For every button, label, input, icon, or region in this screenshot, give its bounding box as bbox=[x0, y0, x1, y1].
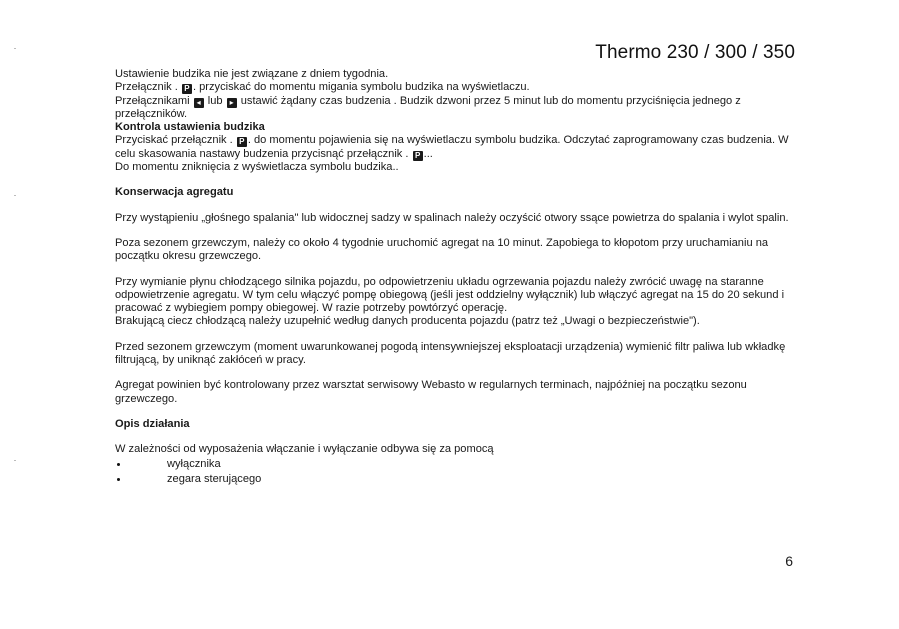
alarm-time-instruction: Przełącznikami ◂ lub ▸ ustawić żądany czas budzenia . Budzik dzwoni przez 5 minut lub do momentu przyciśnięcia jednego z przełączników. bbox=[115, 94, 741, 120]
page-number: 6 bbox=[785, 553, 793, 569]
alarm-note: Ustawienie budzika nie jest związane z dniem tygodnia. bbox=[115, 68, 389, 80]
page-header-title: Thermo 230 / 300 / 350 bbox=[595, 42, 795, 63]
maintenance-paragraph-5: Agregat powinien być kontrolowany przez warsztat serwisowy Webasto w regularnych terminach, najpóźniej na początku sezonu grzewczego. bbox=[115, 379, 747, 405]
scan-mark bbox=[14, 195, 16, 196]
list-item: zegara sterującego bbox=[115, 472, 795, 487]
scan-mark bbox=[14, 48, 16, 49]
maintenance-paragraph-3b: Brakującą ciecz chłodzącą należy uzupełnić według danych producenta pojazdu (patrz też „Uwagi o bezpieczeństwie"). bbox=[115, 315, 700, 328]
operation-list bbox=[115, 457, 795, 487]
operation-intro: W zależności od wyposażenia włączanie i wyłączanie odbywa się za pomocą bbox=[115, 443, 494, 456]
list-item: wyłącznika bbox=[115, 457, 795, 472]
left-arrow-key-icon: ◂ bbox=[194, 98, 204, 108]
alarm-check-heading: Kontrola ustawienia budzika bbox=[115, 121, 265, 134]
alarm-section bbox=[115, 68, 795, 174]
maintenance-paragraph-2: Poza sezonem grzewczym, należy co około 4 tygodnie uruchomić agregat na 10 minut. Zapobiega to kłopotom przy uruchamianiu na początku okresu grzewczego. bbox=[115, 236, 769, 263]
operation-section bbox=[115, 418, 795, 487]
maintenance-paragraph-1: Przy wystąpieniu „głośnego spalania" lub widocznej sadzy w spalinach należy oczyścić otwory ssące powietrza do spalania i wylot spalin. bbox=[115, 211, 789, 224]
right-arrow-key-icon: ▸ bbox=[227, 98, 237, 108]
p-key-icon: P bbox=[237, 137, 247, 147]
alarm-check-end: Do momentu zniknięcia z wyświetlacza symbolu budzika.. bbox=[115, 161, 399, 174]
alarm-set-instruction: Przełącznik . P . przyciskać do momentu migania symbolu budzika na wyświetlaczu. bbox=[115, 81, 530, 94]
maintenance-paragraph-3: Przy wymianie płynu chłodzącego silnika pojazdu, po odpowietrzeniu układu ogrzewania pojazdu należy zwrócić uwagę na staranne odpowietrzenie agregatu. W tym celu włączyć pompę obiegową (jeśli jest oddzielny wyłącznik) lub włączyć agregat na 15 do 20 sekund i pracować z wybiegiem pompy obiegowej. W razie potrzeby powtórzyć operację. bbox=[115, 275, 785, 315]
p-key-icon: P bbox=[182, 84, 192, 94]
p-key-icon: P bbox=[413, 151, 423, 161]
scan-mark bbox=[14, 460, 16, 461]
maintenance-section bbox=[115, 186, 795, 406]
operation-heading: Opis działania bbox=[115, 417, 190, 430]
maintenance-heading: Konserwacja agregatu bbox=[115, 186, 234, 199]
page-content bbox=[115, 68, 795, 487]
maintenance-paragraph-4: Przed sezonem grzewczym (moment uwarunkowanej pogodą intensywniejszej eksploatacji urządzenia) wymienić filtr paliwa lub wkładkę filtrującą, by uniknąć zakłóceń w pracy. bbox=[115, 340, 786, 367]
alarm-check-text: Przyciskać przełącznik . P . do momentu pojawienia się na wyświetlaczu symbolu budzika. Odczytać zaprogramowany czas budzenia. W celu skasowania nastawy budzenia przycisnąć przełącznik . P ... bbox=[115, 134, 789, 160]
